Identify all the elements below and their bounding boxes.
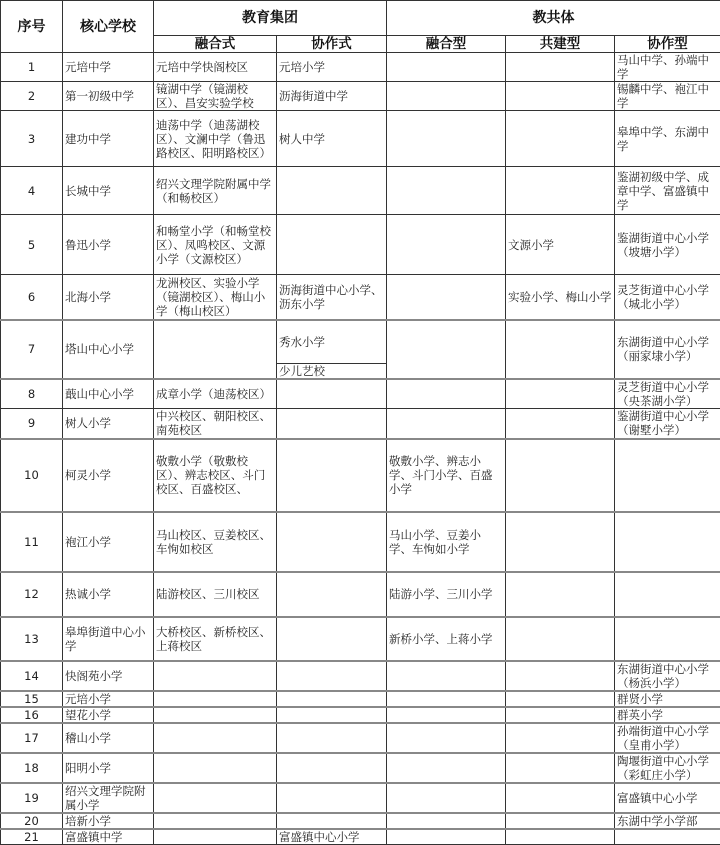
cobuild-type-cell xyxy=(506,707,615,723)
row-index: 7 xyxy=(1,320,63,379)
core-school-cell: 元培中学 xyxy=(63,53,154,82)
fusion-type-cell xyxy=(387,783,506,813)
fusion-style-cell: 成章小学（迪荡校区） xyxy=(154,379,277,409)
collab-style-item: 少儿艺校 xyxy=(277,364,386,378)
collab-type-cell: 鉴湖初级中学、成章中学、富盛镇中学 xyxy=(615,167,720,215)
cobuild-type-cell xyxy=(506,691,615,707)
collab-style-cell xyxy=(277,439,387,512)
header-index: 序号 xyxy=(1,1,63,53)
fusion-type-cell xyxy=(387,275,506,320)
header-cobuild-type: 共建型 xyxy=(506,36,615,53)
collab-type-cell xyxy=(615,617,720,661)
fusion-type-cell xyxy=(387,379,506,409)
collab-type-cell: 富盛镇中心小学 xyxy=(615,783,720,813)
row-index: 18 xyxy=(1,753,63,783)
core-school-cell: 培新小学 xyxy=(63,813,154,829)
cobuild-type-cell xyxy=(506,783,615,813)
collab-style-cell: 沥海街道中心小学、沥东小学 xyxy=(277,275,387,320)
core-school-cell: 热诚小学 xyxy=(63,572,154,617)
fusion-type-cell xyxy=(387,82,506,111)
fusion-type-cell xyxy=(387,167,506,215)
fusion-type-cell xyxy=(387,215,506,275)
fusion-style-cell xyxy=(154,723,277,753)
fusion-type-cell xyxy=(387,723,506,753)
collab-type-cell: 锡麟中学、袍江中学 xyxy=(615,82,720,111)
table-row xyxy=(1,215,720,275)
table-row xyxy=(1,813,720,829)
collab-type-cell xyxy=(615,439,720,512)
core-school-cell: 袍江小学 xyxy=(63,512,154,572)
core-school-cell: 快阁苑小学 xyxy=(63,661,154,691)
fusion-style-cell: 大桥校区、新桥校区、上蒋校区 xyxy=(154,617,277,661)
fusion-style-cell: 绍兴文理学院附属中学（和畅校区） xyxy=(154,167,277,215)
collab-type-cell: 鉴湖街道中心小学（坡塘小学） xyxy=(615,215,720,275)
fusion-style-cell xyxy=(154,753,277,783)
collab-style-cell xyxy=(277,320,387,379)
row-index: 1 xyxy=(1,53,63,82)
collab-style-cell xyxy=(277,707,387,723)
table-row xyxy=(1,379,720,409)
cobuild-type-cell xyxy=(506,512,615,572)
row-index: 19 xyxy=(1,783,63,813)
collab-style-cell xyxy=(277,691,387,707)
row-index: 20 xyxy=(1,813,63,829)
table-row xyxy=(1,111,720,167)
collab-style-cell xyxy=(277,723,387,753)
header-collab-style: 协作式 xyxy=(277,36,387,53)
fusion-type-cell xyxy=(387,753,506,783)
row-index: 4 xyxy=(1,167,63,215)
collab-style-cell xyxy=(277,753,387,783)
header-core-school: 核心学校 xyxy=(63,1,154,53)
collab-type-cell: 陶堰街道中心小学（彩虹庄小学） xyxy=(615,753,720,783)
collab-type-cell: 灵芝街道中心小学（城北小学） xyxy=(615,275,720,320)
row-index: 13 xyxy=(1,617,63,661)
fusion-style-cell xyxy=(154,320,277,379)
collab-style-cell xyxy=(277,167,387,215)
fusion-style-cell: 镜湖中学（镜湖校区）、昌安实验学校 xyxy=(154,82,277,111)
collab-type-cell xyxy=(615,572,720,617)
table-row xyxy=(1,439,720,512)
row-index: 10 xyxy=(1,439,63,512)
fusion-type-cell: 敬敷小学、辨志小学、斗门小学、百盛小学 xyxy=(387,439,506,512)
fusion-style-cell: 和畅堂小学（和畅堂校区）、凤鸣校区、文源小学（文源校区） xyxy=(154,215,277,275)
row-index: 2 xyxy=(1,82,63,111)
table-row xyxy=(1,661,720,691)
core-school-cell: 第一初级中学 xyxy=(63,82,154,111)
fusion-style-cell: 迪荡中学（迪荡湖校区）、文澜中学（鲁迅路校区、阳明路校区） xyxy=(154,111,277,167)
table-row xyxy=(1,167,720,215)
fusion-type-cell xyxy=(387,409,506,439)
core-school-cell: 绍兴文理学院附属小学 xyxy=(63,783,154,813)
core-school-cell: 稽山小学 xyxy=(63,723,154,753)
fusion-style-cell xyxy=(154,813,277,829)
cobuild-type-cell xyxy=(506,439,615,512)
fusion-style-cell xyxy=(154,691,277,707)
table-row xyxy=(1,275,720,320)
row-index: 9 xyxy=(1,409,63,439)
table-row xyxy=(1,783,720,813)
core-school-cell: 元培小学 xyxy=(63,691,154,707)
table-row xyxy=(1,723,720,753)
table-row xyxy=(1,53,720,82)
core-school-cell: 皋埠街道中心小学 xyxy=(63,617,154,661)
row-index: 17 xyxy=(1,723,63,753)
row-index: 16 xyxy=(1,707,63,723)
collab-type-cell: 马山中学、孙端中学 xyxy=(615,53,720,82)
cobuild-type-cell: 实验小学、梅山小学 xyxy=(506,275,615,320)
cobuild-type-cell xyxy=(506,111,615,167)
row-index: 15 xyxy=(1,691,63,707)
row-index: 5 xyxy=(1,215,63,275)
core-school-cell: 长城中学 xyxy=(63,167,154,215)
fusion-type-cell xyxy=(387,53,506,82)
core-school-cell: 树人小学 xyxy=(63,409,154,439)
collab-style-cell xyxy=(277,409,387,439)
fusion-type-cell: 马山小学、豆姜小学、车恂如小学 xyxy=(387,512,506,572)
collab-style-cell xyxy=(277,617,387,661)
fusion-style-cell: 陆游校区、三川校区 xyxy=(154,572,277,617)
cobuild-type-cell xyxy=(506,617,615,661)
row-index: 12 xyxy=(1,572,63,617)
collab-style-cell: 富盛镇中心小学 xyxy=(277,829,387,845)
fusion-type-cell xyxy=(387,320,506,379)
row-index: 3 xyxy=(1,111,63,167)
fusion-type-cell xyxy=(387,661,506,691)
cobuild-type-cell xyxy=(506,320,615,379)
collab-style-cell xyxy=(277,512,387,572)
fusion-type-cell: 陆游小学、三川小学 xyxy=(387,572,506,617)
collab-style-cell: 元培小学 xyxy=(277,53,387,82)
fusion-style-cell: 中兴校区、朝阳校区、南苑校区 xyxy=(154,409,277,439)
row-index: 11 xyxy=(1,512,63,572)
core-school-cell: 蕺山中心小学 xyxy=(63,379,154,409)
cobuild-type-cell xyxy=(506,723,615,753)
row-index: 21 xyxy=(1,829,63,845)
fusion-style-cell xyxy=(154,707,277,723)
fusion-type-cell xyxy=(387,707,506,723)
cobuild-type-cell xyxy=(506,379,615,409)
collab-type-cell: 灵芝街道中心小学（央茶湖小学） xyxy=(615,379,720,409)
core-school-cell: 阳明小学 xyxy=(63,753,154,783)
header-edu-group: 教育集团 xyxy=(154,1,387,36)
row-index: 14 xyxy=(1,661,63,691)
core-school-cell: 鲁迅小学 xyxy=(63,215,154,275)
collab-type-cell: 东湖中学小学部 xyxy=(615,813,720,829)
collab-type-cell: 皋埠中学、东湖中学 xyxy=(615,111,720,167)
collab-type-cell xyxy=(615,512,720,572)
row-index: 6 xyxy=(1,275,63,320)
collab-type-cell: 鉴湖街道中心小学（谢墅小学） xyxy=(615,409,720,439)
collab-style-item: 秀水小学 xyxy=(277,321,386,364)
cobuild-type-cell xyxy=(506,53,615,82)
table-row xyxy=(1,512,720,572)
cobuild-type-cell xyxy=(506,167,615,215)
table-row xyxy=(1,753,720,783)
table-row xyxy=(1,572,720,617)
table-row xyxy=(1,320,720,379)
header-edu-community: 教共体 xyxy=(387,1,720,36)
fusion-style-cell: 敬敷小学（敬敷校区）、辨志校区、斗门校区、百盛校区、 xyxy=(154,439,277,512)
core-school-cell: 塔山中心小学 xyxy=(63,320,154,379)
cobuild-type-cell xyxy=(506,813,615,829)
core-school-cell: 望花小学 xyxy=(63,707,154,723)
core-school-cell: 富盛镇中学 xyxy=(63,829,154,845)
header-fusion-type: 融合型 xyxy=(387,36,506,53)
fusion-style-cell xyxy=(154,661,277,691)
collab-type-cell: 群贤小学 xyxy=(615,691,720,707)
table-row xyxy=(1,82,720,111)
fusion-style-cell: 龙洲校区、实验小学（镜湖校区）、梅山小学（梅山校区） xyxy=(154,275,277,320)
core-school-cell: 建功中学 xyxy=(63,111,154,167)
collab-type-cell: 东湖街道中心小学（杨浜小学） xyxy=(615,661,720,691)
collab-style-cell xyxy=(277,379,387,409)
collab-type-cell: 东湖街道中心小学（丽家埭小学） xyxy=(615,320,720,379)
cobuild-type-cell: 文源小学 xyxy=(506,215,615,275)
fusion-style-cell xyxy=(154,783,277,813)
collab-style-cell xyxy=(277,661,387,691)
fusion-type-cell xyxy=(387,111,506,167)
row-index: 8 xyxy=(1,379,63,409)
cobuild-type-cell xyxy=(506,572,615,617)
collab-style-cell: 树人中学 xyxy=(277,111,387,167)
core-school-cell: 北海小学 xyxy=(63,275,154,320)
fusion-type-cell xyxy=(387,813,506,829)
fusion-type-cell: 新桥小学、上蒋小学 xyxy=(387,617,506,661)
header-fusion-style: 融合式 xyxy=(154,36,277,53)
table-row xyxy=(1,617,720,661)
header-collab-type: 协作型 xyxy=(615,36,720,53)
fusion-style-cell: 元培中学快阁校区 xyxy=(154,53,277,82)
cobuild-type-cell xyxy=(506,753,615,783)
fusion-type-cell xyxy=(387,691,506,707)
collab-style-cell xyxy=(277,572,387,617)
cobuild-type-cell xyxy=(506,82,615,111)
table-row xyxy=(1,409,720,439)
collab-style-cell xyxy=(277,215,387,275)
fusion-style-cell: 马山校区、豆姜校区、车恂如校区 xyxy=(154,512,277,572)
table-row xyxy=(1,707,720,723)
collab-style-cell: 沥海街道中学 xyxy=(277,82,387,111)
collab-type-cell: 孙端街道中心小学（皇甫小学） xyxy=(615,723,720,753)
cobuild-type-cell xyxy=(506,661,615,691)
cobuild-type-cell xyxy=(506,409,615,439)
table-row xyxy=(1,691,720,707)
collab-style-cell xyxy=(277,813,387,829)
collab-style-cell xyxy=(277,783,387,813)
collab-type-cell: 群英小学 xyxy=(615,707,720,723)
core-school-cell: 柯灵小学 xyxy=(63,439,154,512)
